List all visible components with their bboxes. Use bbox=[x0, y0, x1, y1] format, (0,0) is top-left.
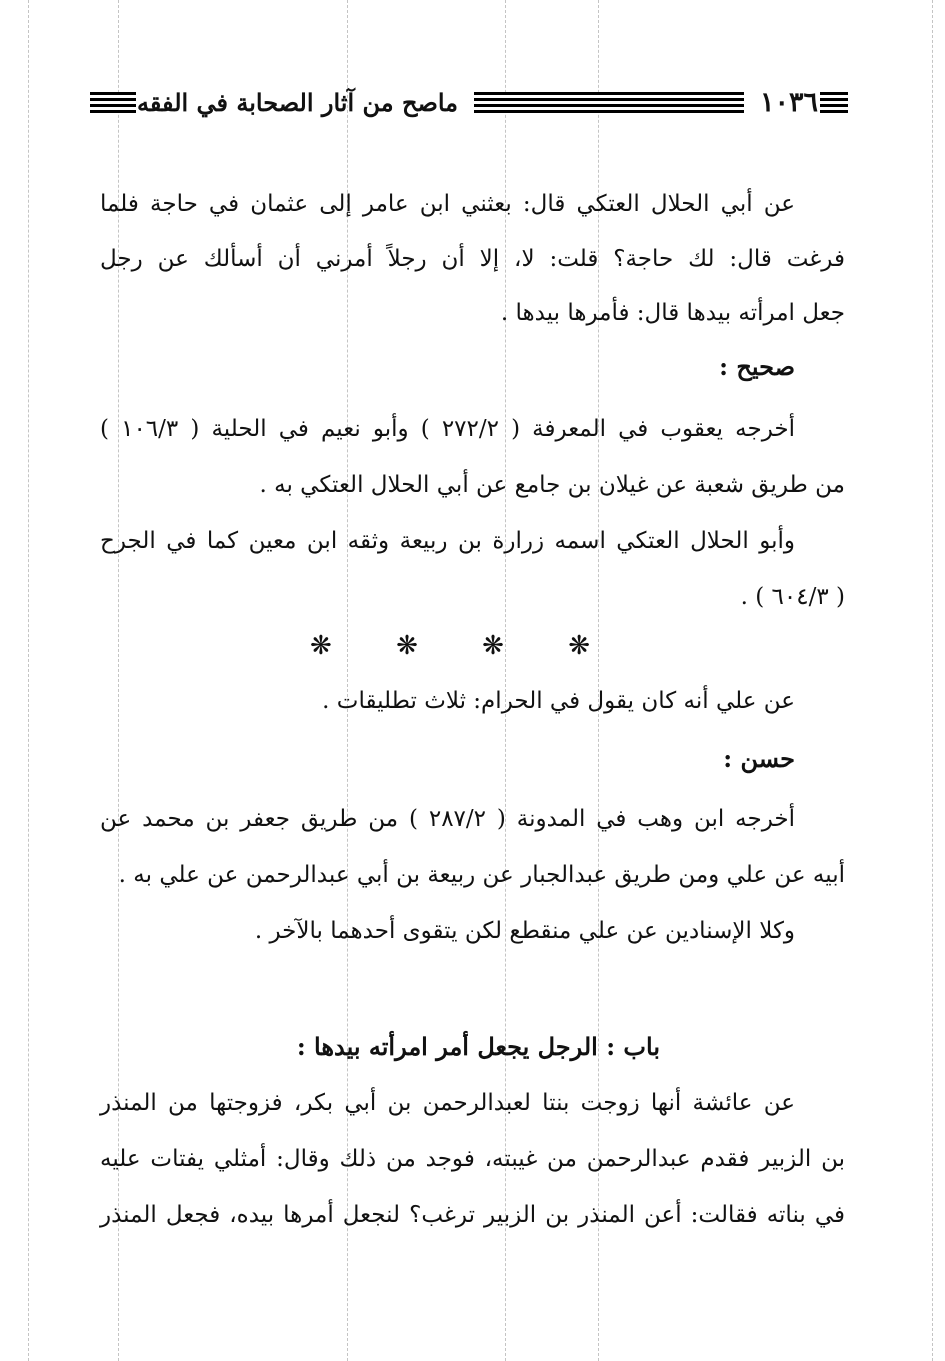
guide-line bbox=[28, 0, 29, 1361]
text-line: أبيه عن علي ومن طريق عبدالجبار عن ربيعة بن أبي عبدالرحمن عن علي به . bbox=[118, 862, 845, 888]
hadith-grade: صحيح : bbox=[719, 352, 795, 381]
hadith-grade: حسن : bbox=[723, 744, 795, 773]
star-ornament-icon: ❋ bbox=[568, 631, 590, 661]
page-number: ١٠٣٦ bbox=[759, 87, 818, 118]
text-line: من طريق شعبة عن غيلان بن جامع عن أبي الحلال العتكي به . bbox=[259, 472, 845, 498]
header-rule bbox=[820, 92, 848, 114]
star-ornament-icon: ❋ bbox=[396, 631, 418, 661]
star-ornament-icon: ❋ bbox=[482, 631, 504, 661]
text-line: عن علي أنه كان يقول في الحرام: ثلاث تطليقات . bbox=[322, 688, 795, 714]
text-line: ( ٦٠٤/٣ ) . bbox=[740, 584, 845, 610]
text-line: وأبو الحلال العتكي اسمه زرارة بن ربيعة وثقه ابن معين كما في الجرح bbox=[100, 528, 795, 554]
text-line: عن أبي الحلال العتكي قال: بعثني ابن عامر إلى عثمان في حاجة فلما bbox=[100, 191, 795, 217]
guide-line bbox=[932, 0, 933, 1361]
text-line: جعل امرأته بيدها قال: فأمرها بيدها . bbox=[500, 300, 845, 326]
text-line: أخرجه يعقوب في المعرفة ( ٢٧٢/٢ ) وأبو نعيم في الحلية ( ١٠٦/٣ ) bbox=[100, 416, 795, 442]
chapter-title: باب : الرجل يجعل أمر امرأته بيدها : bbox=[296, 1032, 660, 1061]
header-rule bbox=[90, 92, 136, 114]
star-ornament-icon: ❋ bbox=[310, 631, 332, 661]
text-line: فرغت قال: لك حاجة؟ قلت: لا، إلا أن رجلاً أمرني أن أسألك عن رجل bbox=[100, 246, 845, 272]
book-title: ماصح من آثار الصحابة في الفقه bbox=[137, 88, 458, 117]
text-line: في بناته فقالت: أعن المنذر بن الزبير ترغب؟ لنجعل أمرها بيده، فجعل المنذر bbox=[100, 1202, 845, 1228]
text-line: عن عائشة أنها زوجت بنتا لعبدالرحمن بن أبي بكر، فزوجتها من المنذر bbox=[100, 1090, 795, 1116]
header-rule bbox=[474, 92, 744, 114]
text-line: وكلا الإسنادين عن علي منقطع لكن يتقوى أحدهما بالآخر . bbox=[254, 918, 795, 944]
section-separator bbox=[310, 626, 590, 666]
text-line: بن الزبير فقدم عبدالرحمن من غيبته، فوجد من ذلك وقال: أمثلي يفتات عليه bbox=[100, 1146, 845, 1172]
page-header bbox=[90, 84, 848, 124]
text-line: أخرجه ابن وهب في المدونة ( ٢٨٧/٢ ) من طريق جعفر بن محمد عن bbox=[100, 806, 795, 832]
